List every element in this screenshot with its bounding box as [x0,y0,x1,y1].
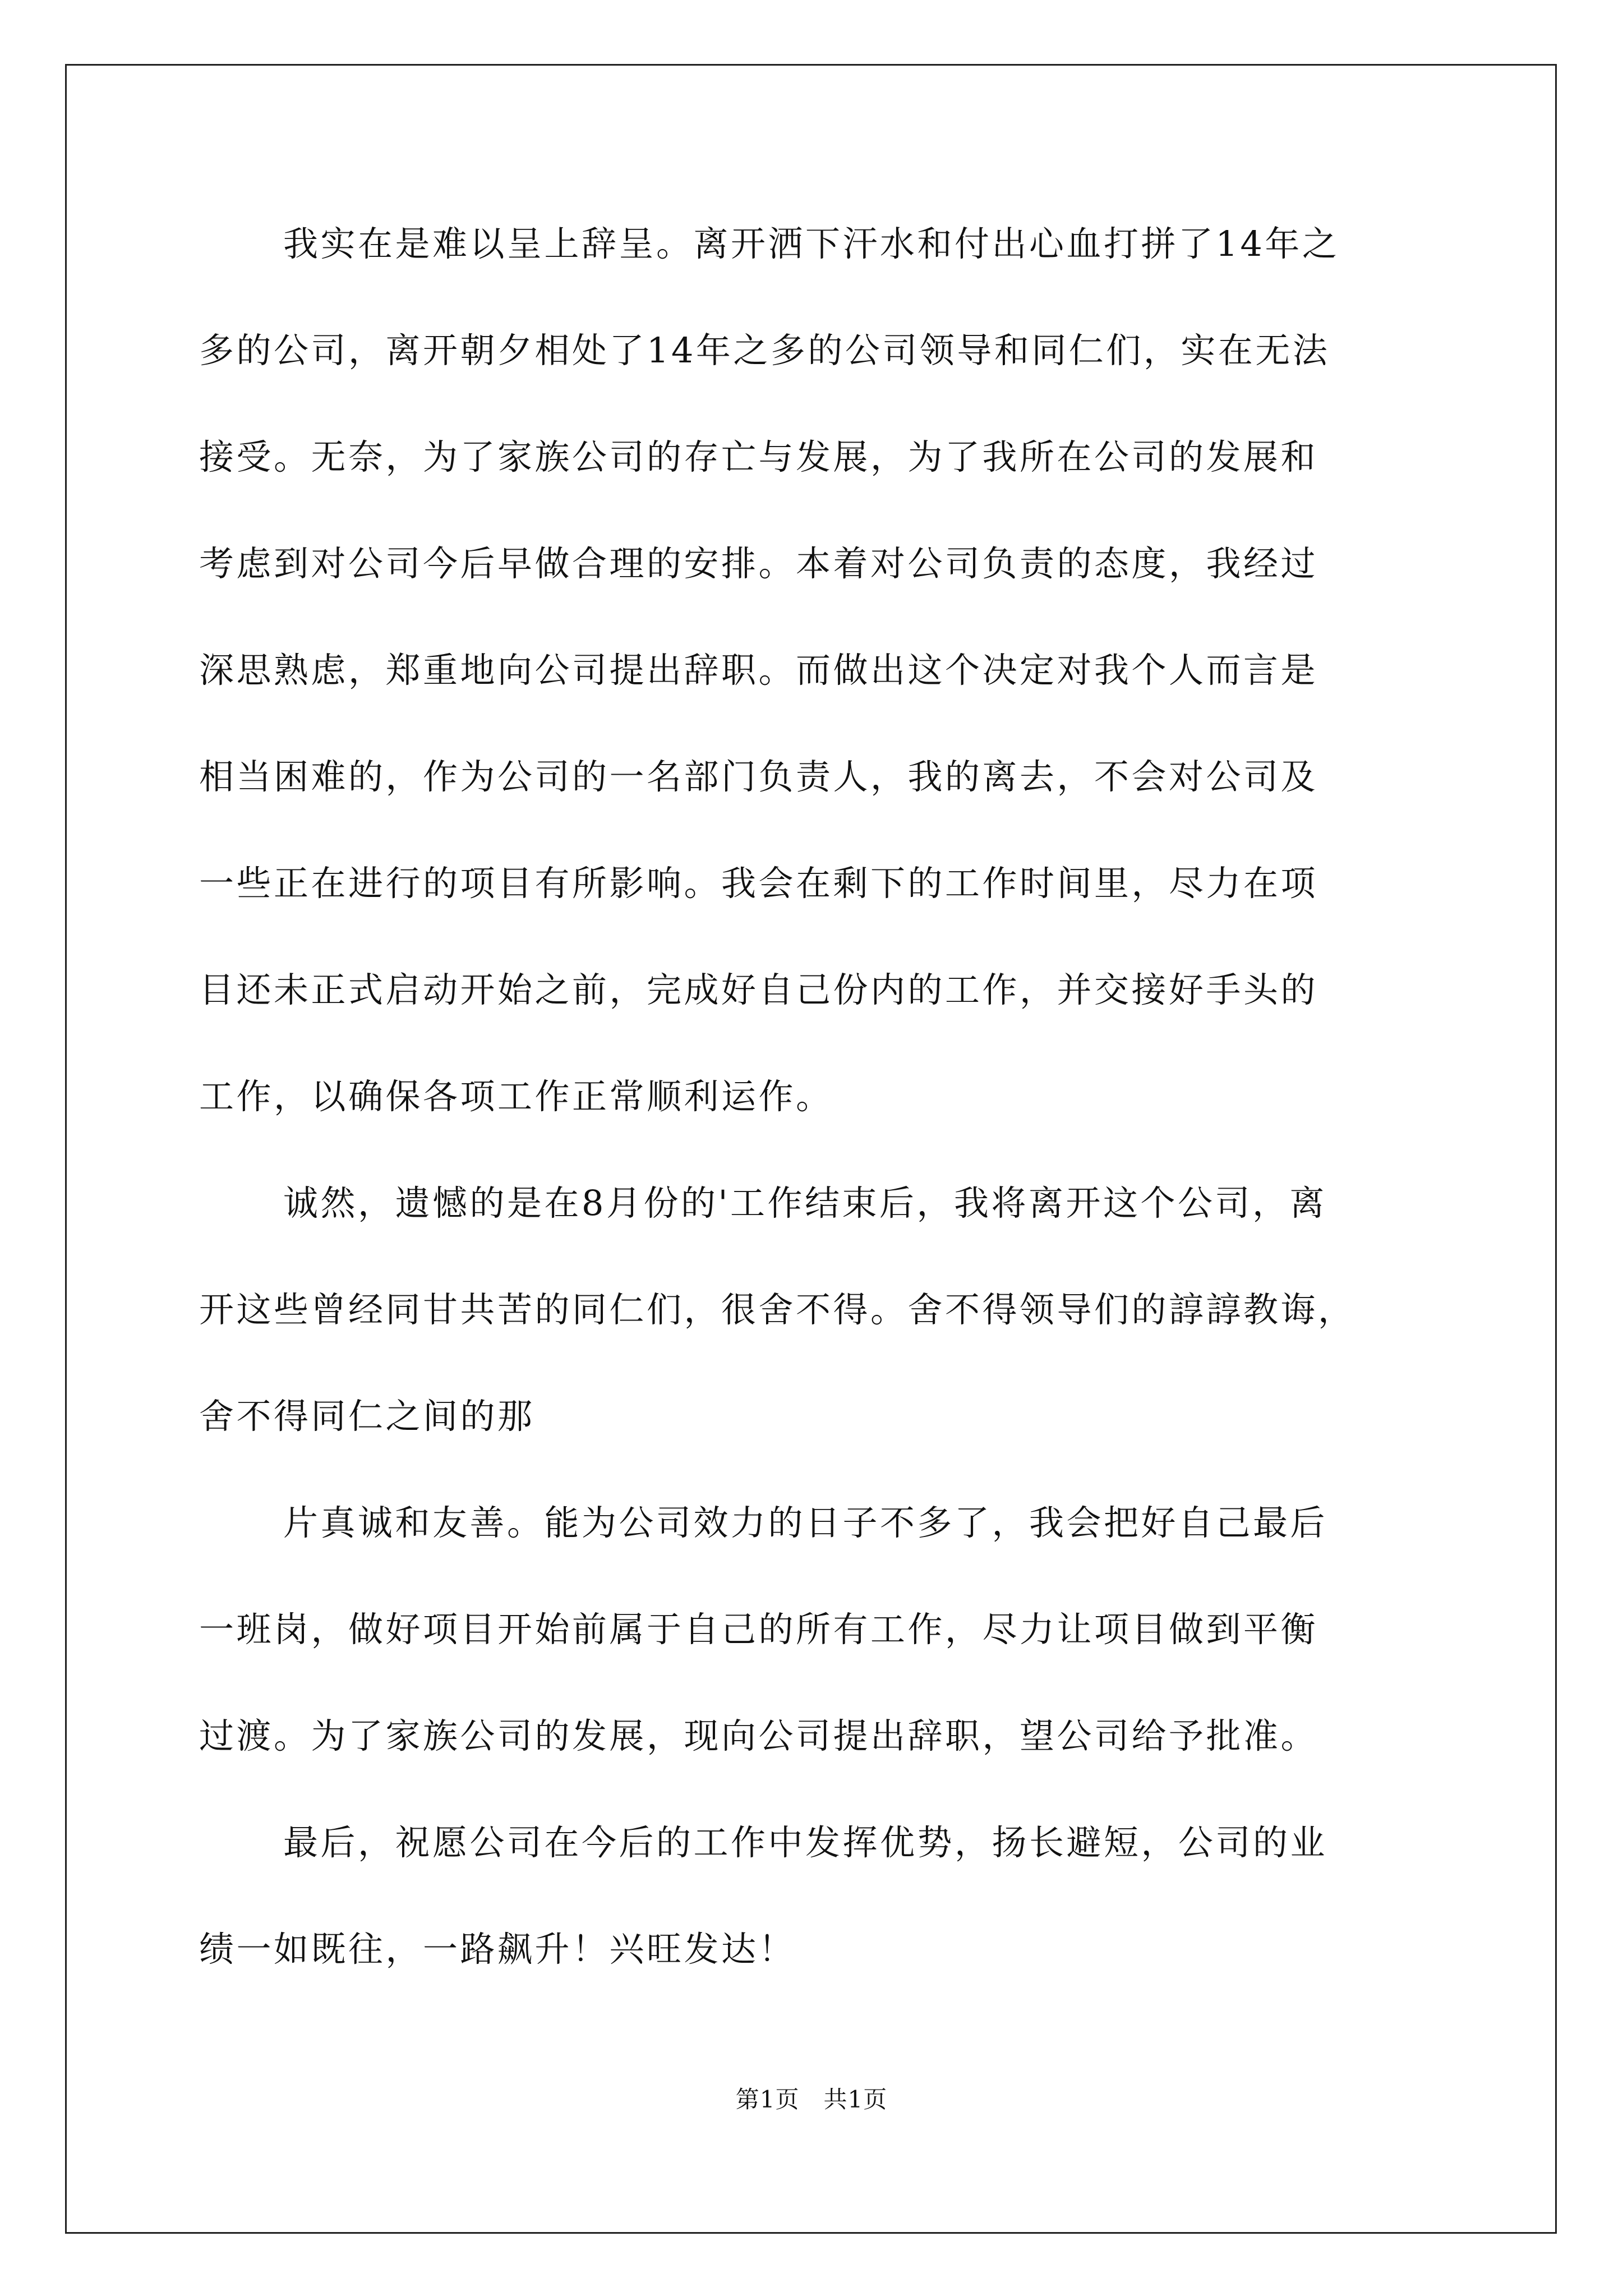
paragraph-4-line-1: 最后，祝愿公司在今后的工作中发挥优势，扬长避短，公司的业 [283,1822,1328,1863]
page-footer: 第1页 共1页 [735,2086,888,2113]
page-border [65,64,1557,2234]
paragraph-2-line-2: 开这些曾经同甘共苦的同仁们，很舍不得。舍不得领导们的諄諄教诲， [199,1289,1355,1330]
paragraph-1-line-3: 接受。无奈，为了家族公司的存亡与发展，为了我所在公司的发展和 [199,436,1318,477]
paragraph-1-line-9: 工作，以确保各项工作正常顺利运作。 [199,1076,833,1117]
paragraph-4-line-2: 绩一如既往，一路飙升！兴旺发达！ [199,1929,796,1970]
paragraph-3-line-3: 过渡。为了家族公司的发展，现向公司提出辞职，望公司给予批准。 [199,1715,1318,1756]
paragraph-1-line-4: 考虑到对公司今后早做合理的安排。本着对公司负责的态度，我经过 [199,543,1318,584]
paragraph-3-line-2: 一班岗，做好项目开始前属于自己的所有工作，尽力让项目做到平衡 [199,1609,1318,1650]
paragraph-1-line-2: 多的公司，离开朝夕相处了14年之多的公司领导和同仁们，实在无法 [199,330,1330,371]
paragraph-1-line-1: 我实在是难以呈上辞呈。离开洒下汗水和付出心血打拼了14年之 [283,223,1340,264]
paragraph-1-line-8: 目还未正式启动开始之前，完成好自己份内的工作，并交接好手头的 [199,969,1318,1010]
paragraph-2-line-3: 舍不得同仁之间的那 [199,1396,535,1437]
paragraph-3-line-1: 片真诚和友善。能为公司效力的日子不多了，我会把好自己最后 [283,1502,1328,1543]
paragraph-1-line-7: 一些正在进行的项目有所影响。我会在剩下的工作时间里，尽力在项 [199,863,1318,904]
paragraph-1-line-5: 深思熟虑，郑重地向公司提出辞职。而做出这个决定对我个人而言是 [199,650,1318,691]
paragraph-1-line-6: 相当困难的，作为公司的一名部门负责人，我的离去，不会对公司及 [199,756,1318,797]
paragraph-2-line-1: 诚然，遗憾的是在8月份的'工作结束后，我将离开这个公司，离 [283,1182,1327,1223]
